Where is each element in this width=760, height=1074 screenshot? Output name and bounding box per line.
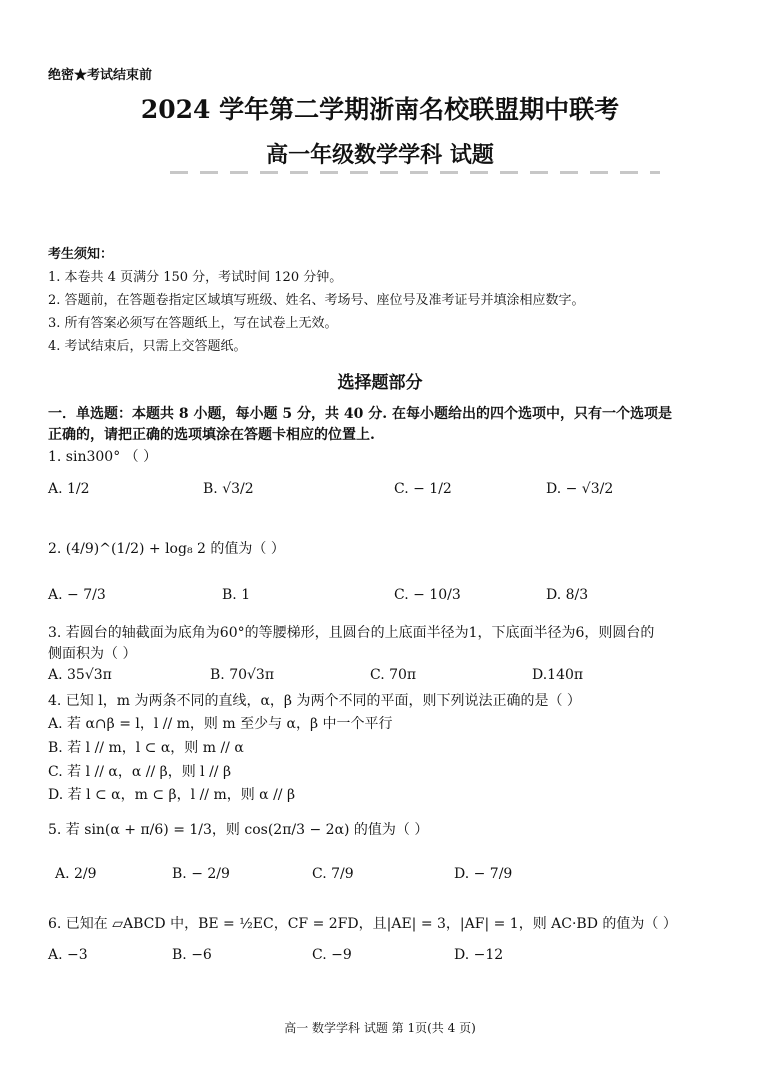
q4-option-b: B. 若 l // m，l ⊂ α，则 m // α xyxy=(48,740,244,756)
q5-option-d: D. − 7/9 xyxy=(454,866,513,882)
faint-scan-line xyxy=(170,171,660,174)
exam-subtitle: 高一年级数学学科 试题 xyxy=(266,142,494,168)
part1-instructions-cont: 正确的，请把正确的选项填涂在答题卡相应的位置上. xyxy=(48,427,375,443)
q6-option-b: B. −6 xyxy=(172,947,212,963)
q4-option-d: D. 若 l ⊂ α，m ⊂ β，l // m，则 α // β xyxy=(48,787,296,803)
q1-option-a: A. 1/2 xyxy=(48,481,90,497)
question-3-stem: 3. 若圆台的轴截面为底角为60°的等腰梯形，且圆台的上底面半径为1，下底面半径为6，则圆台的 xyxy=(48,625,655,641)
q2-option-d: D. 8/3 xyxy=(546,587,589,603)
note-item: 3. 所有答案必须写在答题纸上，写在试卷上无效。 xyxy=(48,316,338,331)
q3-option-d: D.140π xyxy=(532,667,584,683)
q2-option-a: A. − 7/3 xyxy=(48,587,106,603)
q3-option-a: A. 35√3π xyxy=(48,667,112,683)
part1-instructions: 一．单选题：本题共 8 小题，每小题 5 分，共 40 分. 在每小题给出的四个选项中，只有一个选项是 xyxy=(48,406,672,422)
q1-option-d: D. − √3/2 xyxy=(546,481,614,497)
q5-option-c: C. 7/9 xyxy=(312,866,354,882)
q4-option-c: C. 若 l // α，α // β，则 l // β xyxy=(48,764,232,780)
q2-option-c: C. − 10/3 xyxy=(394,587,461,603)
question-3-stem-cont: 侧面积为（ ） xyxy=(48,646,137,662)
q6-option-a: A. −3 xyxy=(48,947,88,963)
note-item: 4. 考试结束后，只需上交答题纸。 xyxy=(48,339,247,354)
page-footer: 高一 数学学科 试题 第 1页(共 4 页) xyxy=(284,1021,476,1035)
exam-title: 2024 学年第二学期浙南名校联盟期中联考 xyxy=(140,95,620,124)
section-title: 选择题部分 xyxy=(337,373,423,393)
q1-option-c: C. − 1/2 xyxy=(394,481,452,497)
secret-label: 绝密★考试结束前 xyxy=(48,68,153,83)
note-item: 1. 本卷共 4 页满分 150 分，考试时间 120 分钟。 xyxy=(48,270,343,285)
question-6-stem: 6. 已知在 ▱ABCD 中，BE = ½EC，CF = 2FD，且|AE| = 3，|AF| = 1，则 AC·BD 的值为（ ） xyxy=(48,916,677,932)
q1-option-b: B. √3/2 xyxy=(203,481,254,497)
question-1-stem: 1. sin300° （ ） xyxy=(48,449,158,465)
q5-option-a: A. 2/9 xyxy=(55,866,97,882)
q3-option-b: B. 70√3π xyxy=(210,667,275,683)
q6-option-d: D. −12 xyxy=(454,947,504,963)
question-5-stem: 5. 若 sin(α + π/6) = 1/3，则 cos(2π/3 − 2α) 的值为（ ） xyxy=(48,822,429,838)
q6-option-c: C. −9 xyxy=(312,947,352,963)
notes-heading: 考生须知： xyxy=(48,247,114,262)
q4-option-a: A. 若 α∩β = l，l // m，则 m 至少与 α，β 中一个平行 xyxy=(48,716,393,732)
q3-option-c: C. 70π xyxy=(370,667,417,683)
q2-option-b: B. 1 xyxy=(222,587,251,603)
note-item: 2. 答题前，在答题卷指定区域填写班级、姓名、考场号、座位号及准考证号并填涂相应数字。 xyxy=(48,293,585,308)
question-4-stem: 4. 已知 l，m 为两条不同的直线，α，β 为两个不同的平面，则下列说法正确的是（ ） xyxy=(48,693,581,709)
q5-option-b: B. − 2/9 xyxy=(172,866,230,882)
question-2-stem: 2. (4/9)^(1/2) + log₈ 2 的值为（ ） xyxy=(48,541,285,557)
